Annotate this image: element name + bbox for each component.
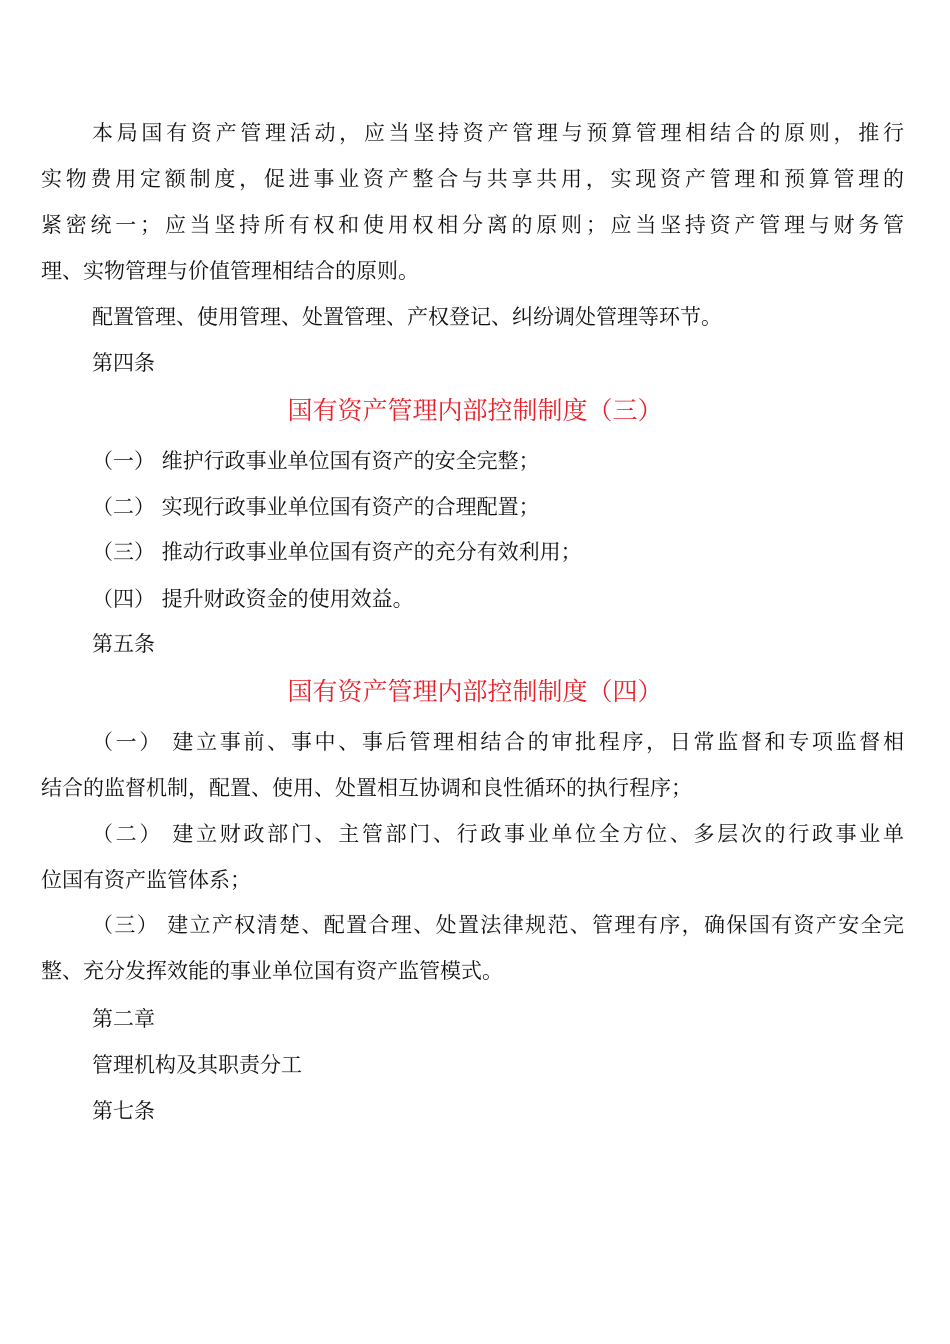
- paragraph-line: 紧密统一；应当坚持所有权和使用权相分离的原则；应当坚持资产管理与财务管: [41, 213, 904, 237]
- paragraph-line: 实物费用定额制度，促进事业资产整合与共享共用，实现资产管理和预算管理的: [41, 167, 904, 191]
- paragraph: 配置管理、使用管理、处置管理、产权登记、纠纷调处管理等环节。: [92, 305, 722, 329]
- list-item-line: 结合的监督机制，配置、使用、处置相互协调和良性循环的执行程序；: [41, 776, 692, 800]
- article-heading: 第七条: [92, 1099, 155, 1123]
- list-item-line: （一） 建立事前、事中、事后管理相结合的审批程序，日常监督和专项监督相: [92, 730, 904, 754]
- section-title: 国有资产管理内部控制制度（四）: [287, 677, 663, 706]
- list-item: （四） 提升财政资金的使用效益。: [92, 587, 414, 611]
- chapter-heading: 第二章: [92, 1007, 155, 1031]
- list-item-line: 整、充分发挥效能的事业单位国有资产监管模式。: [41, 959, 503, 983]
- article-heading: 第五条: [92, 632, 155, 656]
- chapter-title: 管理机构及其职责分工: [92, 1053, 302, 1077]
- paragraph-line: 理、实物管理与价值管理相结合的原则。: [41, 259, 419, 283]
- paragraph-line: 本局国有资产管理活动，应当坚持资产管理与预算管理相结合的原则，推行: [92, 121, 904, 145]
- list-item-line: （三） 建立产权清楚、配置合理、处置法律规范、管理有序，确保国有资产安全完: [92, 913, 904, 937]
- list-item: （三） 推动行政事业单位国有资产的充分有效利用；: [92, 540, 582, 564]
- article-heading: 第四条: [92, 351, 155, 375]
- list-item-line: 位国有资产监管体系；: [41, 868, 251, 892]
- section-title: 国有资产管理内部控制制度（三）: [287, 396, 663, 425]
- list-item: （一） 维护行政事业单位国有资产的安全完整；: [92, 449, 540, 473]
- list-item-line: （二） 建立财政部门、主管部门、行政事业单位全方位、多层次的行政事业单: [92, 822, 904, 846]
- list-item: （二） 实现行政事业单位国有资产的合理配置；: [92, 495, 540, 519]
